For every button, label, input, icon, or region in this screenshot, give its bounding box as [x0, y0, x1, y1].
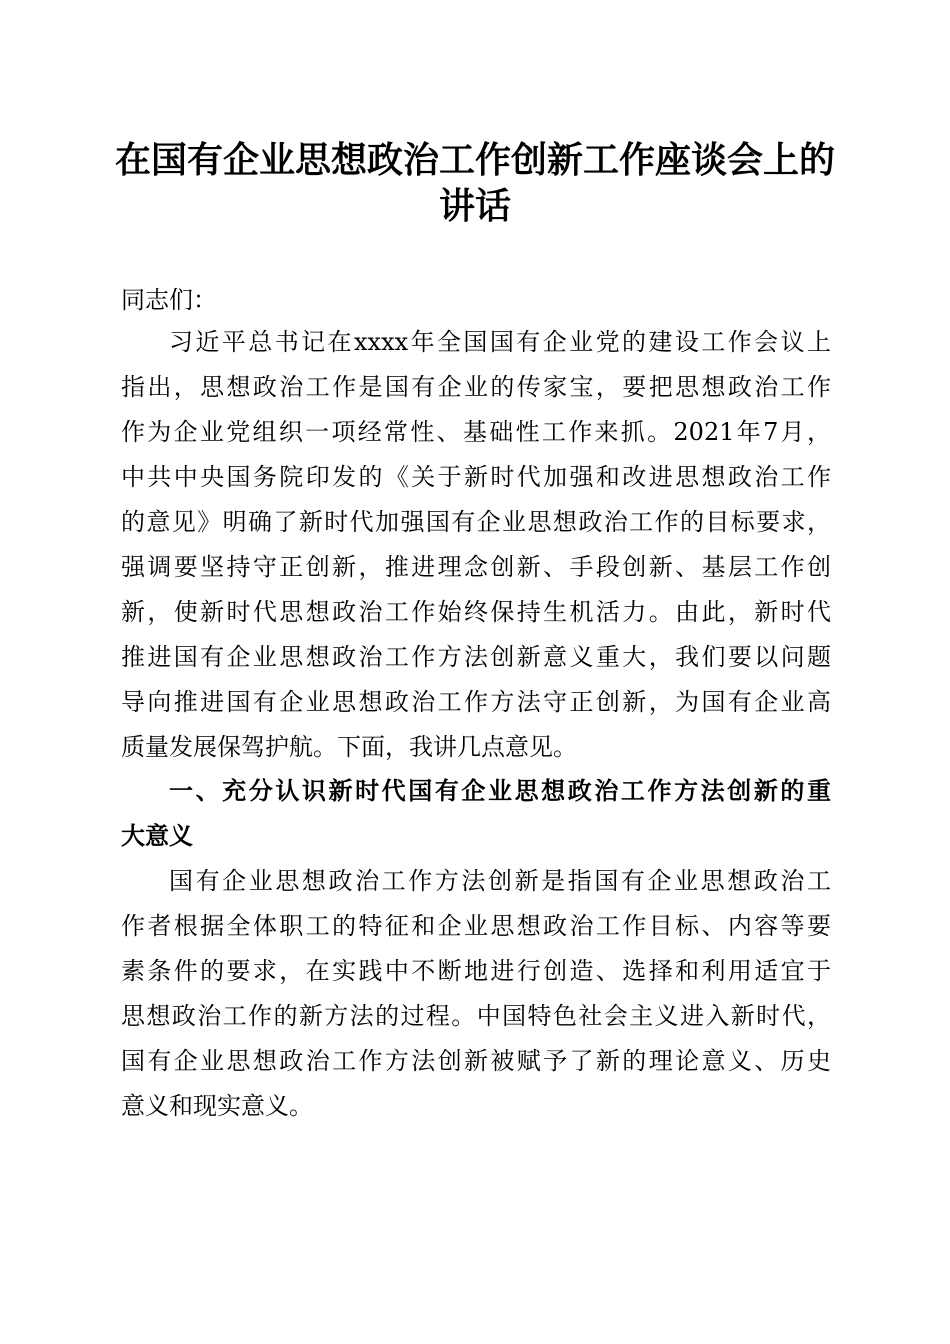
- paragraph-1-line: 质量发展保驾护航。下面，我讲几点意见。: [121, 733, 577, 761]
- paragraph-1-line: 新，使新时代思想政治工作始终保持生机活力。由此，新时代: [121, 598, 831, 626]
- paragraph-2-line: 素条件的要求，在实践中不断地进行创造、选择和利用适宜于: [121, 957, 831, 985]
- paragraph-1-line: 指出，思想政治工作是国有企业的传家宝，要把思想政治工作: [121, 373, 831, 401]
- paragraph-1-line: 作为企业党组织一项经常性、基础性工作来抓。2021年7月，: [121, 418, 831, 446]
- paragraph-1-line: 导向推进国有企业思想政治工作方法守正创新，为国有企业高: [121, 688, 831, 716]
- paragraph-2-line: 思想政治工作的新方法的过程。中国特色社会主义进入新时代，: [121, 1002, 831, 1030]
- paragraph-1-line: 推进国有企业思想政治工作方法创新意义重大，我们要以问题: [121, 643, 831, 671]
- paragraph-1-line: 强调要坚持守正创新，推进理念创新、手段创新、基层工作创: [121, 553, 831, 581]
- section-heading-line: 一、充分认识新时代国有企业思想政治工作方法创新的重: [169, 777, 831, 805]
- salutation: 同志们：: [121, 286, 217, 314]
- paragraph-1-line: 中共中央国务院印发的《关于新时代加强和改进思想政治工作: [121, 463, 831, 491]
- paragraph-2-line: 作者根据全体职工的特征和企业思想政治工作目标、内容等要: [121, 912, 831, 940]
- document-title-line-1: 在国有企业思想政治工作创新工作座谈会上的: [114, 139, 835, 181]
- document-title-line-2: 讲话: [438, 185, 511, 227]
- paragraph-1-line: 习近平总书记在xxxx年全国国有企业党的建设工作会议上: [169, 328, 831, 356]
- section-heading-line: 大意义: [121, 822, 193, 850]
- paragraph-2-line: 国有企业思想政治工作方法创新是指国有企业思想政治工: [169, 867, 831, 895]
- paragraph-2-line: 国有企业思想政治工作方法创新被赋予了新的理论意义、历史: [121, 1047, 831, 1075]
- paragraph-1-line: 的意见》明确了新时代加强国有企业思想政治工作的目标要求，: [121, 508, 831, 536]
- paragraph-2-line: 意义和现实意义。: [121, 1092, 313, 1120]
